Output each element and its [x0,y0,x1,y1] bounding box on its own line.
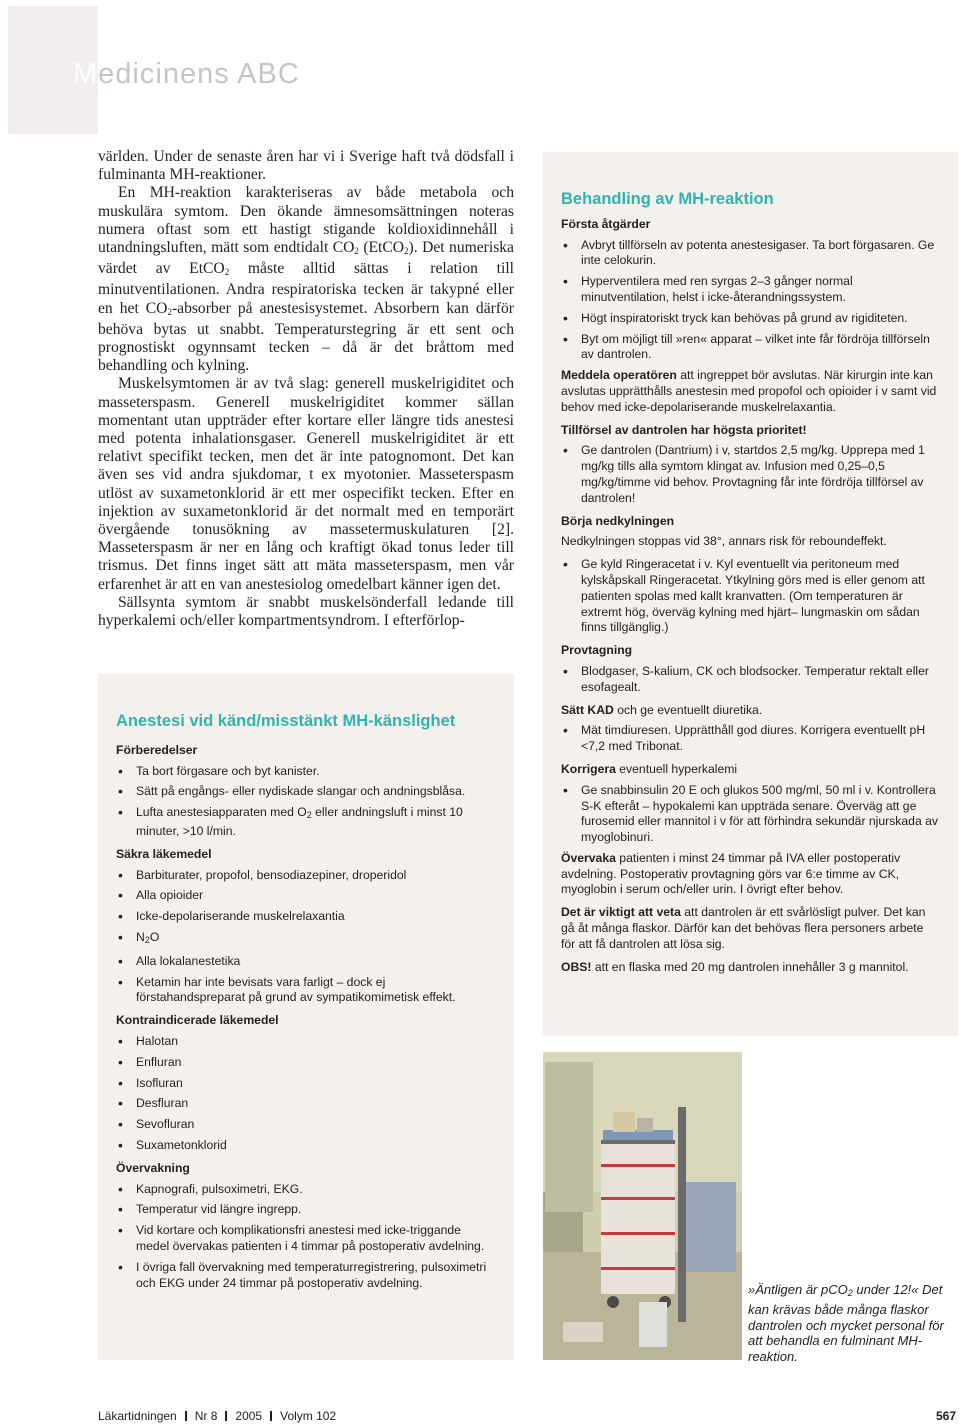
volume: Volym 102 [280,1409,337,1423]
section-heading: Första åtgärder [561,216,651,231]
list-item: • Halotan [116,1034,496,1050]
bullet-list [561,238,940,364]
bullet-list [561,443,940,506]
list-item: • Sevofluran [116,1117,496,1133]
factbox-anesthesia [98,674,514,1360]
section-heading: Sätt KAD och ge eventuellt diuretika. [561,702,763,717]
list-item: • Alla lokalanestetika [116,954,496,970]
separator [185,1411,187,1421]
bullet-list [116,868,496,1007]
section-heading: Förberedelser [116,742,198,757]
list-item: • Barbiturater, propofol, bensodiazepiner, droperidol [116,868,496,884]
journal-name: Läkartidningen [98,1409,177,1423]
section-heading: Säkra läkemedel [116,846,212,861]
page-footer [98,1409,336,1423]
year: 2005 [235,1409,263,1423]
list-item: • Kapnografi, pulsoximetri, EKG. [116,1182,496,1198]
bullet-list [561,557,940,636]
section-heading: Korrigera eventuell hyperkalemi [561,761,738,776]
section-heading: Provtagning [561,643,633,658]
list-item: • Ge snabbinsulin 20 E och glukos 500 mg/ml, 50 ml i v. Kontrollera S-K efteråt – hypokalemi kan uppträda senare. Överväg att ge furosemid eller mannitol i v för att förhindra sekundär njurskada av myoglobinuri. [561,783,940,846]
section-heading: Övervakning [116,1160,190,1175]
page-number: 567 [935,1409,956,1423]
list-item: • $N_2O$ [116,930,496,949]
body-paragraph: Sällsynta symtom är snabbt muskelsönderfall ledande till hyperkalemi och/eller kompartmentsyndrom. I efterförlop- [98,593,514,630]
body-paragraph: världen. Under de senaste åren har vi i Sverige haft två dödsfall i fulminanta MH-reaktioner. [98,148,514,184]
list-item: • Avbryt tillförseln av potenta anestesigaser. Ta bort förgasaren. Ge inte celokurin. [561,238,940,270]
list-item: • Lufta anestesiapparaten med $O_2$ eller andningsluft i minst 10 minuter, >10 l/min. [116,805,496,840]
factbox-treatment [543,152,958,1036]
article-body [98,148,514,630]
list-item: • Byt om möjligt till »ren« apparat – vilket inte får fördröja tillförseln av dantrolen. [561,332,940,364]
list-item: • Ketamin har inte bevisats vara farligt – dock ej förstahandspreparat på grund av sympatikomimetisk effekt. [116,975,496,1007]
list-item: • Isofluran [116,1076,496,1092]
list-item: • Desfluran [116,1096,496,1112]
paragraph: Det är viktigt att veta att dantrolen är ett svårlösligt pulver. Det kan gå åt många flaskor. Därför kan det behövas flera personers arbete för att få dantrolen att lösa sig. [561,905,926,951]
section-heading: Börja nedkylningen [561,513,675,528]
list-item: • I övriga fall övervakning med temperaturregistrering, pulsoximetri och EKG under 24 timmar på postoperativ avdelning. [116,1260,496,1292]
list-item: • Blodgaser, S-kalium, CK och blodsocker. Temperatur rektalt eller esofagealt. [561,664,940,696]
body-paragraph: Muskelsymtomen är av två slag: generell muskelrigiditet och masseterspasm. Generell muskelrigiditet kommer sällan momentant utan uppträder efter kortare eller längre tids anestesi med potenta inhalationsgaser. Generell muskelrigiditet är ett relativt specifikt tecken, men det är inte patognomont. Det kan även ses vid andra sjukdomar, t ex myotonier. Masseterspasm utlöst av suxametonklorid är ett mer ospecifikt tecken. Efter en injektion av suxametonklorid är det normalt med en temporärt övergående tonusökning av massetermuskulaturen [2]. Masseterspasm är ner en lång och kraftigt ökad tonus leder till trismus. Det finns inget sätt att mäta masseterspasm, men vår erfarenhet är att en van anestesiolog omedelbart känner igen det. [98,375,514,593]
list-item: • Icke-depolariserande muskelrelaxantia [116,909,496,925]
list-item: • Ge kyld Ringeracetat i v. Kyl eventuellt via peritoneum med kylskåpskall Ringeracetat. Ytkylning görs med is eller genom att patienten spolas med kallt kranvatten. (Om temperaturen är extremt hög, överväg kylning med hjärt– lungmaskin om sådan finns tillgänglig.) [561,557,940,636]
list-item: • Sätt på engångs- eller nydiskade slangar och andningsblåsa. [116,784,496,800]
photo-illustration [543,1052,742,1360]
separator [225,1411,227,1421]
list-item: • Enfluran [116,1055,496,1071]
paragraph: OBS! att en flaska med 20 mg dantrolen innehåller 3 g mannitol. [561,959,909,974]
bullet-list [561,723,940,755]
bullet-list [561,664,940,696]
list-item: • Mät timdiuresen. Upprätthåll god diures. Korrigera eventuellt pH <7,2 med Tribonat. [561,723,940,755]
list-item: • Alla opioider [116,888,496,904]
factbox-title: Anestesi vid känd/misstänkt MH-känslighet [116,712,456,730]
bullet-list [561,783,940,846]
list-item: • Vid kortare och komplikationsfri anestesi med icke-triggande medel övervakas patienten i 4 timmar på postoperativ avdelning. [116,1223,496,1255]
list-item: • Ge dantrolen (Dantrium) i v, startdos 2,5 mg/kg. Upprepa med 1 mg/kg tills alla symtom klingat av. Infusion med 0,25–0,5 mg/kg/timme vid behov. Provtagning får inte fördröja tillförsel av dantrolen! [561,443,940,506]
section-title: Medicinens ABC [73,58,300,90]
paragraph: Meddela operatören att ingreppet bör avslutas. När kirurgin inte kan avslutas upprätthålls anestesin med propofol och opioider i v samt vid behov med icke-depolariserande muskelrelaxantia. [561,368,937,414]
bullet-list [116,764,496,840]
list-item: • Suxametonklorid [116,1138,496,1154]
factbox-title: Behandling av MH-reaktion [561,190,774,208]
section-heading: Tillförsel av dantrolen har högsta prioritet! [561,422,807,437]
paragraph: Nedkylningen stoppas vid 38°, annars risk för reboundeffekt. [561,534,887,549]
section-heading: Kontraindicerade läkemedel [116,1013,279,1028]
paragraph: Övervaka patienten i minst 24 timmar på IVA eller postoperativ avdelning. Postoperativ provtagning görs var 6:e timme av CK, myoglobin i serum och/eller urin. I övrigt efter behov. [561,850,901,897]
list-item: • Ta bort förgasare och byt kanister. [116,764,496,780]
bullet-list [116,1182,496,1292]
bullet-list [116,1034,496,1154]
issue-number: Nr 8 [194,1409,218,1423]
photo-anesthesia-cart [543,1052,742,1360]
body-paragraph: En MH-reaktion karakteriseras av både metabola och muskulära symtom. Den ökande ämnesomsättningen noteras numera oftast som ett hastigt stigande koldioxidinnehåll i utandningsluften, mätt som endtidalt $CO_2$ (EtCO$_2$). Det numeriska värdet av EtCO$_2$ måste alltid sättas i relation till minutventilationen. Andra respiratoriska tecken är takypné eller en het $CO_2$-absorber på anestesisystemet. Absorbern kan därför behöva bytas ut snabbt. Temperaturstegring är ett sent och prognostiskt ogynnsamt tecken – då är det bråttom med behandling och kylning. [98,184,514,375]
list-item: • Högt inspiratoriskt tryck kan behövas på grund av rigiditeten. [561,311,940,327]
separator [270,1411,272,1421]
photo-caption: »Äntligen är pCO$_2$ under 12!« Det kan krävas både många flaskor dantrolen och mycket personal för att behandla en fulminant MH-reaktion. [748,1282,944,1365]
list-item: • Temperatur vid längre ingrepp. [116,1202,496,1218]
list-item: • Hyperventilera med ren syrgas 2–3 gånger normal minutventilation, helst i icke-återandningssystem. [561,274,940,306]
